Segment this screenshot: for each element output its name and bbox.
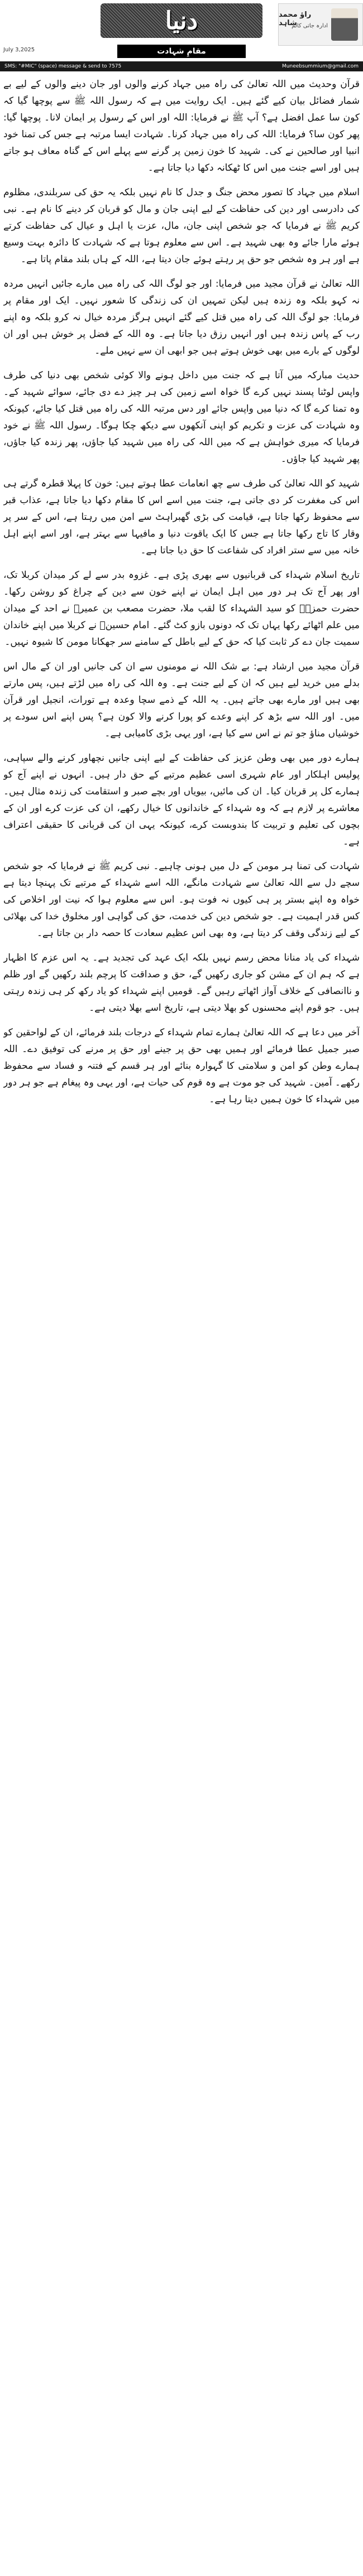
article-body [3, 76, 360, 2572]
article-paragraph: شہادت کی تمنا ہر مومن کے دل میں ہونی چاہیے۔ نبی کریم ﷺ نے فرمایا کہ جو شخص سچے دل سے اللہ تعالیٰ سے شہادت مانگے، اللہ اسے شہداء کے مرتبے تک پہنچا دیتا ہے خواہ وہ اپنے بستر پر ہی کیوں نہ فوت ہو۔ اس سے معلوم ہوا کہ نیت اور اخلاص کی کس قدر اہمیت ہے۔ جو شخص دین کی خدمت، حق کی گواہی اور مخلوق خدا کی بھلائی کے لیے زندگی وقف کر دیتا ہے، وہ بھی اس عظیم سعادت کا حصہ دار بن جاتا ہے۔ [3, 861, 360, 939]
article-paragraph: شہید کو اللہ تعالیٰ کی طرف سے چھ انعامات عطا ہوتے ہیں: خون کا پہلا قطرہ گرتے ہی اس کی مغفرت کر دی جاتی ہے، جنت میں اسے اس کا مقام دکھا دیا جاتا ہے، عذاب قبر سے محفوظ رکھا جاتا ہے، قیامت کی بڑی گھبراہٹ سے امن میں رہتا ہے، اس کے سر پر وقار کا تاج رکھا جاتا ہے جس کا ایک یاقوت دنیا و مافیہا سے بہتر ہے، اور اسے اپنے اہل خانہ میں سے ستر افراد کی شفاعت کا حق دیا جاتا ہے۔ [3, 478, 360, 556]
author-photo [331, 8, 358, 41]
article-paragraph: قرآن مجید میں ارشاد ہے: بے شک اللہ نے مومنوں سے ان کی جانیں اور ان کے مال اس بدلے میں خرید لیے ہیں کہ ان کے لیے جنت ہے۔ وہ اللہ کی راہ میں لڑتے ہیں، پس مارتے بھی ہیں اور مارے بھی جاتے ہیں۔ یہ اللہ کے ذمے سچا وعدہ ہے تورات، انجیل اور قرآن میں۔ اور اللہ سے بڑھ کر اپنے وعدے کو پورا کرنے والا کون ہے؟ پس اپنے اس سودے پر خوشیاں مناؤ جو تم نے اس سے کیا ہے، اور یہی بڑی کامیابی ہے۔ [3, 661, 360, 739]
author-byline [278, 3, 363, 46]
column-title: مقامِ شہادت [117, 45, 246, 58]
article-paragraph: قرآن وحدیث میں اللہ تعالیٰ کی راہ میں جہاد کرنے والوں اور جان دینے والوں کے لیے بے شمار فضائل بیان کیے گئے ہیں۔ ایک روایت میں ہے کہ رسول اللہ ﷺ سے پوچھا گیا کہ کون سا عمل افضل ہے؟ آپ ﷺ نے فرمایا: اللہ اور اس کے رسول پر ایمان لانا۔ پوچھا گیا: پھر کون سا؟ فرمایا: اللہ کی راہ میں جہاد کرنا۔ شہادت ایسا مرتبہ ہے جس کی تمنا خود انبیا اور صالحین نے کی۔ شہید کا خون زمین پر گرنے سے پہلے اس کے گناہ معاف ہو جاتے ہیں اور اسے جنت میں اس کا ٹھکانہ دکھا دیا جاتا ہے۔ [3, 79, 360, 173]
newspaper-logo [101, 3, 262, 38]
article-paragraph: اسلام میں جہاد کا تصور محض جنگ و جدل کا نام نہیں بلکہ یہ حق کی سربلندی، مظلوم کی دادرسی اور دین کی حفاظت کے لیے اپنی جان و مال کو قربان کر دینے کا نام ہے۔ نبی کریم ﷺ نے فرمایا کہ جو شخص اپنی جان، مال، عزت یا اہل و عیال کی حفاظت کرتے ہوئے مارا جائے وہ بھی شہید ہے۔ اس سے معلوم ہوتا ہے کہ شہادت کا دائرہ بہت وسیع ہے اور ہر وہ شخص جو حق پر رہتے ہوئے جان دیتا ہے، اللہ کے ہاں بلند مقام پاتا ہے۔ [3, 187, 360, 265]
publish-date: July 3,2025 [3, 47, 35, 53]
logo-text: دنیا [165, 6, 198, 35]
contact-strip [0, 61, 363, 71]
author-name: راؤ محمد شاہد [279, 11, 312, 27]
article-paragraph: ہمارے دور میں بھی وطن عزیز کی حفاظت کے لیے اپنی جانیں نچھاور کرنے والے سپاہی، پولیس اہلکار اور عام شہری اسی عظیم مرتبے کے حق دار ہیں۔ انہوں نے اپنے آج کو ہمارے کل پر قربان کیا۔ ان کی مائیں، بیویاں اور بچے صبر و استقامت کی زندہ مثال ہیں۔ معاشرے پر لازم ہے کہ وہ شہداء کے خاندانوں کا خیال رکھے، ان کی عزت کرے اور ان کے بچوں کی تعلیم و تربیت کا بندوبست کرے، کیونکہ یہی ان کی قربانی کا حقیقی اعتراف ہے۔ [3, 752, 360, 847]
article-paragraph: تاریخ اسلام شہداء کی قربانیوں سے بھری پڑی ہے۔ غزوہ بدر سے لے کر میدان کربلا تک، اور پھر آج تک ہر دور میں اہل ایمان نے اپنے خون سے دین کے چراغ کو روشن رکھا۔ حضرت حمزہؓ کو سید الشہداء کا لقب ملا، حضرت مصعب بن عمیرؓ نے احد کے میدان میں علم اٹھائے رکھا یہاں تک کہ دونوں بازو کٹ گئے۔ امام حسینؓ نے کربلا میں اپنے خاندان سمیت جان دے کر ثابت کیا کہ حق کے لیے باطل کے سامنے سر جھکانا مومن کا شیوہ نہیں۔ [3, 570, 360, 648]
author-role: ادارہ جاتی کالم [292, 23, 328, 29]
article-paragraph: اللہ تعالیٰ نے قرآن مجید میں فرمایا: اور جو لوگ اللہ کی راہ میں مارے جائیں انہیں مردہ نہ کہو بلکہ وہ زندہ ہیں لیکن تمہیں ان کی زندگی کا شعور نہیں۔ ایک اور مقام پر فرمایا: جو لوگ اللہ کی راہ میں قتل کیے گئے انہیں ہرگز مردہ خیال نہ کرو بلکہ وہ اپنے رب کے پاس زندہ ہیں اور انہیں رزق دیا جاتا ہے۔ وہ اللہ کے فضل پر خوش ہیں اور ان لوگوں کے بارے میں بھی خوش ہوتے ہیں جو ابھی ان سے نہیں ملے۔ [3, 278, 360, 356]
author-email[interactable]: Muneebsummium@gmail.com [282, 64, 359, 69]
article-paragraph: شہداء کی یاد منانا محض رسم نہیں بلکہ ایک عہد کی تجدید ہے۔ یہ اس عزم کا اظہار ہے کہ ہم ان کے مشن کو جاری رکھیں گے، حق و صداقت کا پرچم بلند رکھیں گے اور ظلم و ناانصافی کے خلاف آواز اٹھاتے رہیں گے۔ قومیں اپنے شہداء کو یاد رکھ کر ہی زندہ رہتی ہیں۔ جو قوم اپنے محسنوں کو بھلا دیتی ہے، تاریخ اسے بھلا دیتی ہے۔ [3, 952, 360, 1014]
article-paragraph: آخر میں دعا ہے کہ اللہ تعالیٰ ہمارے تمام شہداء کے درجات بلند فرمائے، ان کے لواحقین کو صبر جمیل عطا فرمائے اور ہمیں بھی حق پر جینے اور حق پر مرنے کی توفیق دے۔ اللہ ہمارے وطن کو امن و سلامتی کا گہوارہ بنائے اور ہر قسم کے فتنہ و فساد سے محفوظ رکھے۔ آمین۔ شہید کی جو موت ہے وہ قوم کی حیات ہے، اور یہی وہ پیغام ہے جو ہر دور میں شہداء کا خون ہمیں دیتا رہا ہے۔ [3, 1027, 360, 1105]
article-paragraph: حدیث مبارکہ میں آتا ہے کہ جنت میں داخل ہونے والا کوئی شخص بھی دنیا کی طرف واپس لوٹنا پسند نہیں کرے گا خواہ اسے زمین کی ہر چیز دے دی جائے، سوائے شہید کے۔ وہ تمنا کرے گا کہ دنیا میں واپس جائے اور دس مرتبہ اللہ کی راہ میں قتل کیا جائے، کیونکہ وہ شہادت کی عزت و تکریم کو اپنی آنکھوں سے دیکھ چکا ہوگا۔ رسول اللہ ﷺ نے خود فرمایا کہ میری خواہش ہے کہ میں اللہ کی راہ میں شہید کیا جاؤں، پھر زندہ کیا جاؤں، پھر شہید کیا جاؤں۔ [3, 370, 360, 465]
sms-instruction: SMS: "#MIC" (space) message & send to 7575 [4, 64, 122, 69]
masthead [0, 0, 363, 61]
